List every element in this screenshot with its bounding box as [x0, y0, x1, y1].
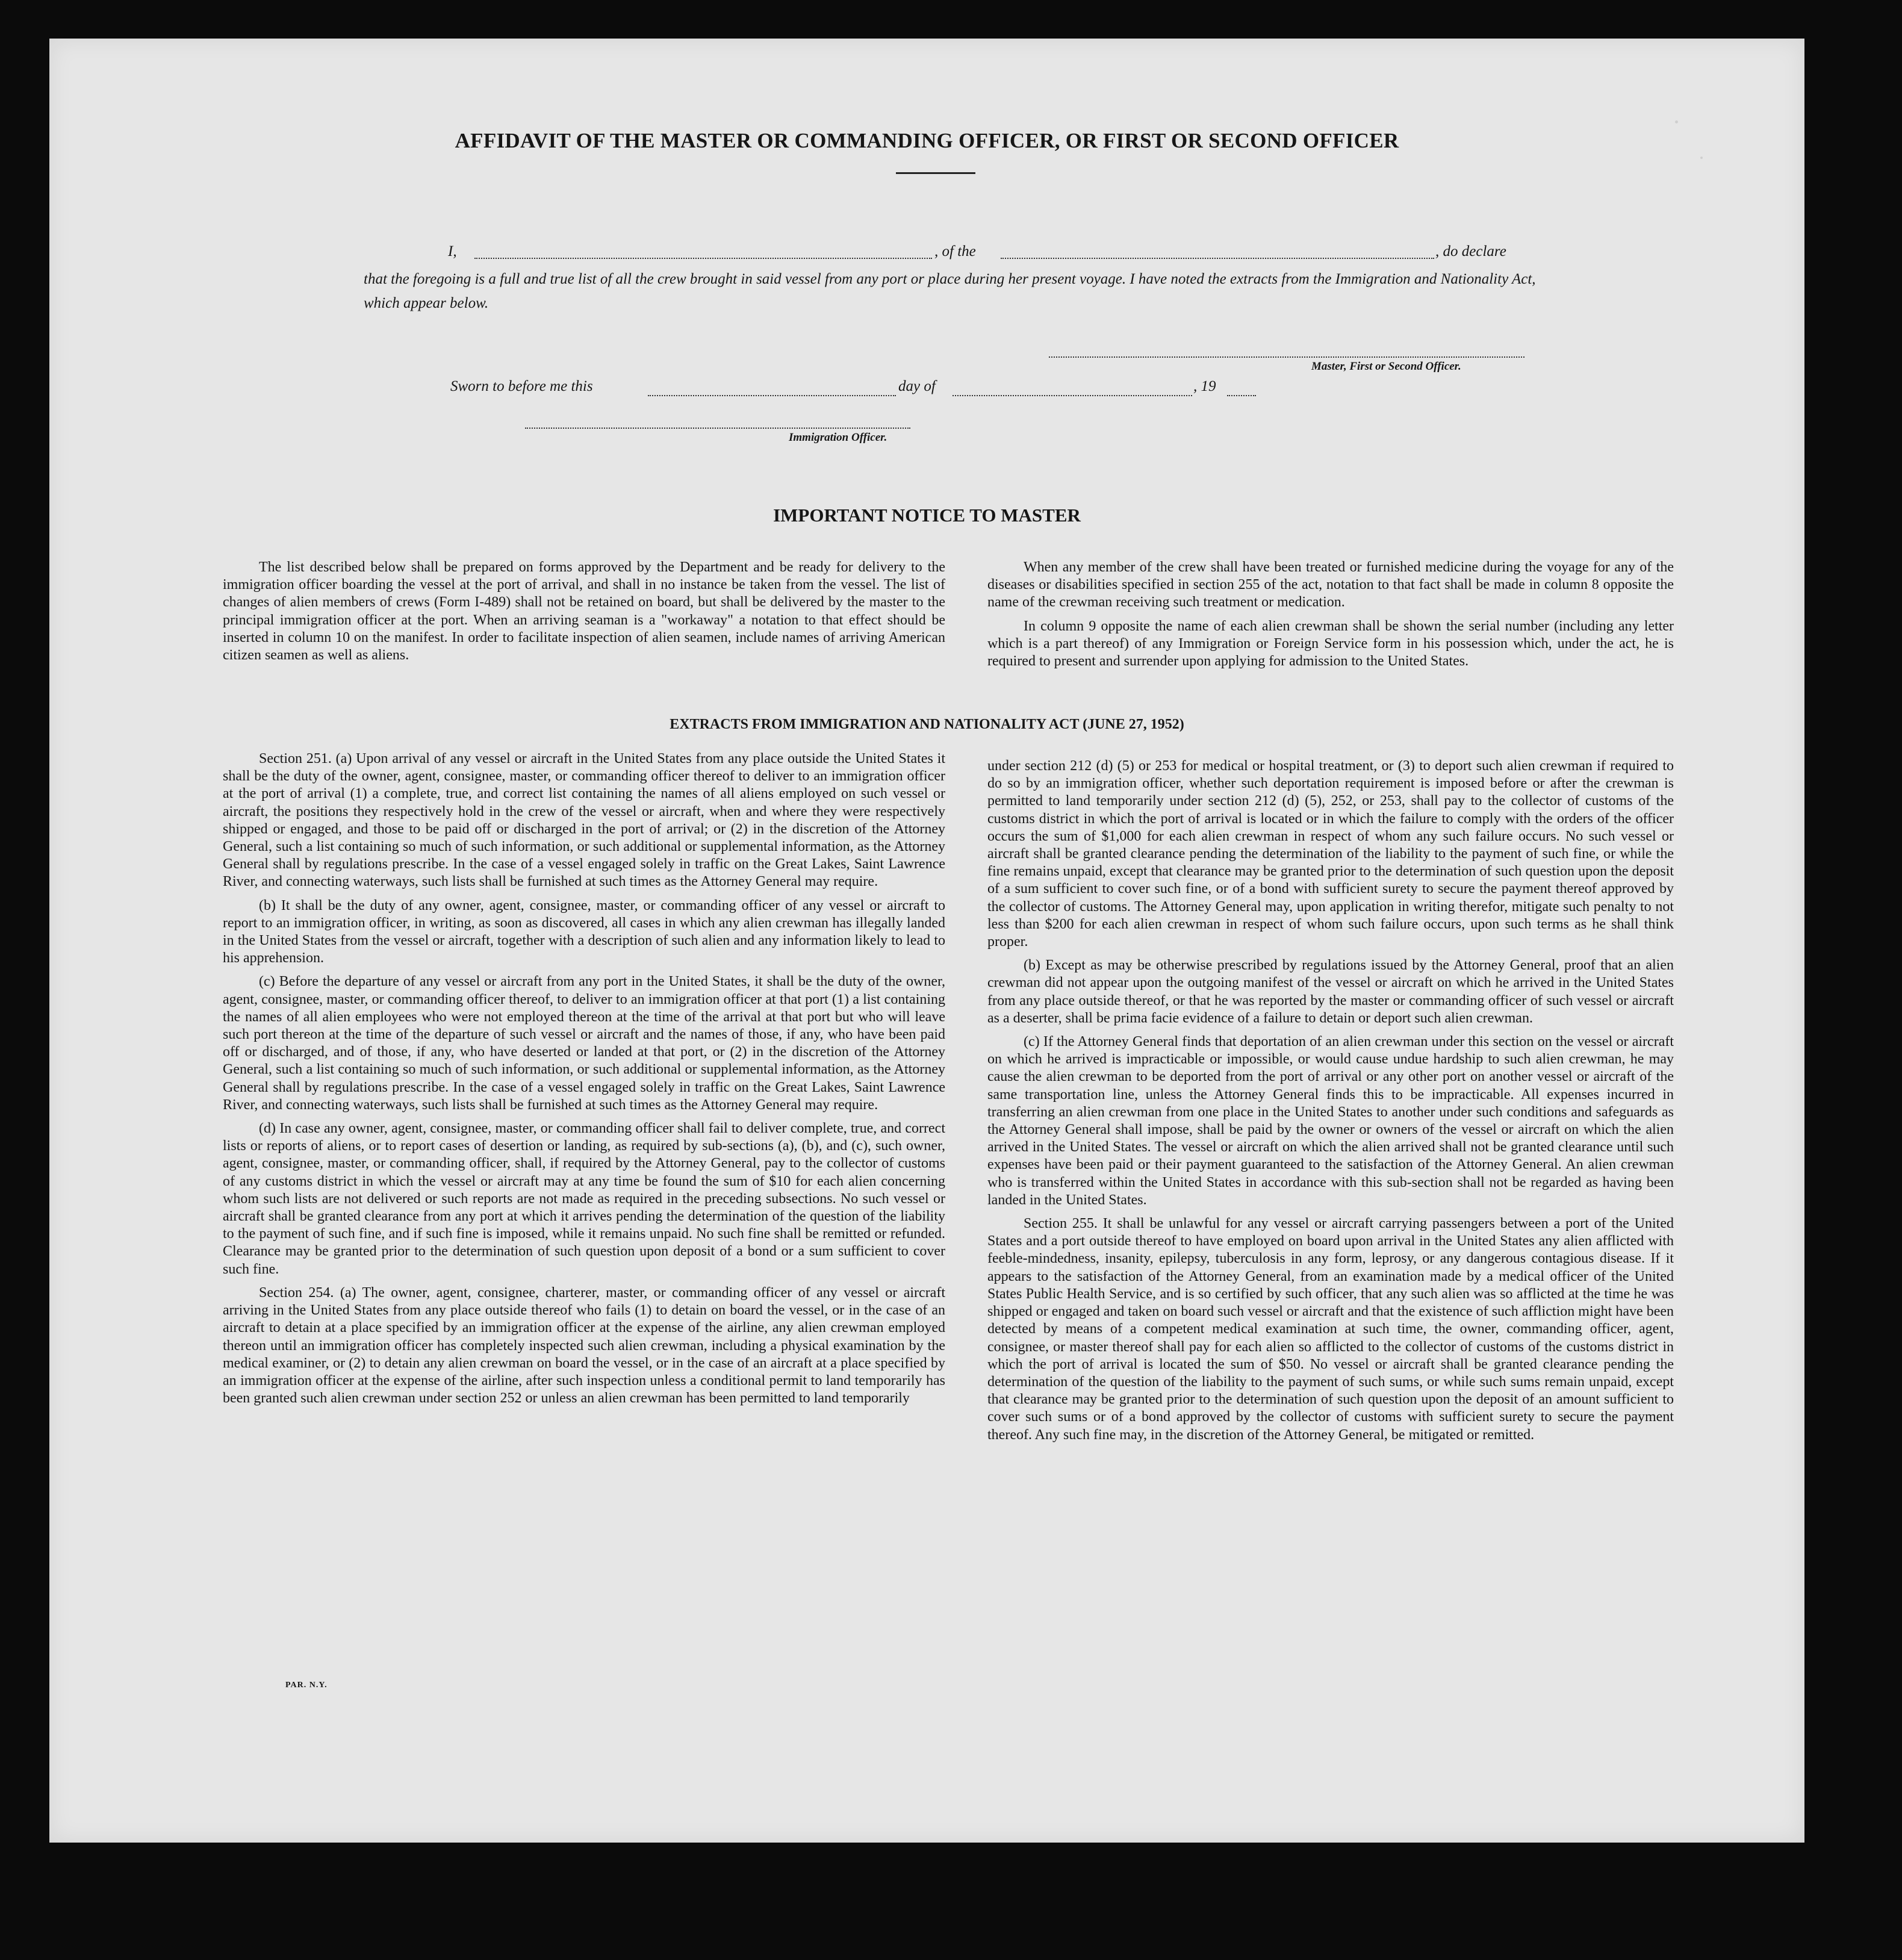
- do-declare-label: , do declare: [1435, 243, 1506, 260]
- section-254-b: (b) Except as may be otherwise prescribed by regulations issued by the Attorney General, proof that an alien crewman did not appear upon the outgoing manifest of the vessel or aircraft on which he arrived in the United States from any place outside thereof, or that he was reported by the master or commanding officer of such vessel or aircraft as a deserter, shall be prima facie evidence of a failure to detain or deport such alien crewman.: [987, 957, 1674, 1026]
- notice-right-column: [987, 559, 1674, 676]
- notice-left-column: [223, 559, 945, 670]
- section-251-c: (c) Before the departure of any vessel or aircraft from any port in the United States, it shall be the duty of the owner, agent, consignee, master, or commanding officer thereof, to deliver to an immigration officer at that port (1) a list containing the names of all alien employees who were not employed thereon at the time of the arrival at that port but who will leave such port thereon at the time of the departure of such vessel or aircraft and the names of those, if any, who have been paid off or discharged, and of those, if any, who have deserted or landed at that port, or (2) in the discretion of the Attorney General, such a list containing so much of such information, or such additional or supplemental information, as the Attorney General shall by regulations prescribe. In the case of a vessel engaged solely in traffic on the Great Lakes, Saint Lawrence River, and connecting waterways, such lists shall be furnished at such times as the Attorney General may require.: [223, 974, 945, 1113]
- scan-speck: [1700, 157, 1703, 159]
- section-255: Section 255. It shall be unlawful for any vessel or aircraft carrying passengers between a port of the United States and a port outside thereof to have employed on board upon arrival in the United States any alien afflicted with feeble-mindedness, insanity, epilepsy, tuberculosis in any form, leprosy, or any dangerous contagious disease. If it appears to the satisfaction of the Attorney General, from an examination made by a medical officer of the United States Public Health Service, and is so certified by such officer, that any such alien was so afflicted at the time he was shipped or engaged and taken on board such vessel or aircraft and that the existence of such affliction might have been detected by means of a competent medical examination at such time, the owner, commanding officer, agent, consignee, or master thereof shall pay for each alien so afflicted to the collector of customs of the customs district in which the port of arrival is located the sum of $50. No vessel or aircraft shall be granted clearance pending the determination of the question of the liability to the payment of such sums, or while such sums remain unpaid, except that clearance may be granted prior to the determination of such question upon the deposit of an amount sufficient to cover such sums or of a bond approved by the collector of customs with sufficient surety to secure the payment thereof. Any such fine may, in the discretion of the Attorney General, be mitigated or remitted.: [987, 1216, 1674, 1443]
- master-signature-line[interactable]: [1049, 356, 1524, 358]
- section-254-c: (c) If the Attorney General finds that deportation of an alien crewman under this section on the vessel or aircraft on which he arrived is impracticable or impossible, or would cause undue hardship to such alien crewman, he may cause the alien crewman to be deported from the port of arrival or any other port on another vessel or aircraft of the same transportation line, unless the Attorney General finds this to be impracticable. All expenses incurred in transferring an alien crewman from one place in the United States to another under such conditions and safeguards as the Attorney General shall impose, shall be paid by the owner or owners of the vessel or aircraft on which the alien arrived in the United States. The vessel or aircraft on which the alien arrived shall not be granted clearance until such expenses have been paid or their payment guaranteed to the satisfaction of the Attorney General. An alien crewman who is transferred within the United States in accordance with this sub-section shall not be regarded as having been landed in the United States.: [987, 1034, 1674, 1208]
- i-label: I,: [448, 243, 457, 260]
- document-page: [49, 39, 1804, 1843]
- day-of-label: day of: [898, 378, 936, 394]
- section-251-b: (b) It shall be the duty of any owner, agent, consignee, master, or commanding officer of any vessel or aircraft to report to an immigration officer, in writing, as soon as discovered, all cases in which any alien crewman has illegally landed in the United States from the vessel or aircraft, together with a description of such alien and any information likely to lead to his apprehension.: [223, 897, 945, 966]
- sworn-month-field[interactable]: [953, 395, 1192, 396]
- extracts-left-column: [223, 750, 945, 1413]
- extracts-title: EXTRACTS FROM IMMIGRATION AND NATIONALITY ACT (JUNE 27, 1952): [670, 717, 1184, 732]
- affidavit-title: AFFIDAVIT OF THE MASTER OR COMMANDING OFFICER, OR FIRST OR SECOND OFFICER: [455, 129, 1399, 152]
- extracts-right-column: [987, 758, 1674, 1450]
- notice-title: IMPORTANT NOTICE TO MASTER: [773, 505, 1081, 526]
- of-the-label: , of the: [934, 243, 976, 260]
- section-251-a: Section 251. (a) Upon arrival of any vessel or aircraft in the United States from any place outside the United States it shall be the duty of the owner, agent, consignee, master, or commanding officer thereof to deliver to an immigration officer at the port of arrival (1) a complete, true, and correct list containing the names of all aliens employed on such vessel or aircraft, the positions they respectively hold in the crew of the vessel or aircraft, when and where they were respectively shipped or engaged, and those to be paid off or discharged in the port of arrival; or (2) in the discretion of the Attorney General, such a list containing so much of such information, or such additional or supplemental information, as the Attorney General shall by regulations prescribe. In the case of a vessel engaged solely in traffic on the Great Lakes, Saint Lawrence River, and connecting waterways, such lists shall be furnished at such times as the Attorney General may require.: [223, 751, 945, 890]
- vessel-name-field[interactable]: [1001, 258, 1434, 259]
- section-254-a-continued: under section 212 (d) (5) or 253 for medical or hospital treatment, or (3) to deport such alien crewman if required to do so by an immigration officer, whether such deportation requirement is imposed before or after the crewman is permitted to land temporarily under section 212 (d) (5), 252, or 253, shall pay to the collector of customs of the customs district in which the port of arrival is located or in which the failure to comply with the orders of the officer occurs the sum of $1,000 for each alien crewman in respect of whom any such failure occurs. No such vessel or aircraft shall be granted clearance pending the determination of the liability to the payment of such fine, or while the fine remains unpaid, except that clearance may be granted prior to the determination of such question upon the deposit of a sum sufficient to cover such fine, or of a bond with sufficient surety to secure the payment thereof approved by the collector of customs. The Attorney General may, upon application in writing therefor, mitigate such penalty to not less than $200 for each alien crewman in respect of whom such failure occurs, upon such terms as he shall think proper.: [987, 758, 1674, 950]
- sworn-label: Sworn to before me this: [450, 378, 593, 394]
- sworn-day-field[interactable]: [648, 395, 896, 396]
- declaration-text: that the foregoing is a full and true list of all the crew brought in said vessel from any port or place during her present voyage. I have noted the extracts from the Immigration and Nationality Act, which appear below.: [364, 271, 1536, 311]
- notice-paragraph: The list described below shall be prepared on forms approved by the Department and be ready for delivery to the immigration officer boarding the vessel at the port of arrival, and shall in no instance be taken from the vessel. The list of changes of alien members of crews (Form I-489) shall not be retained on board, but shall be delivered by the master to the principal immigration officer at the port. When an arriving seaman is a "workaway" a notation to that effect should be inserted in column 10 on the manifest. In order to facilitate inspection of alien seamen, include names of arriving American citizen seamen as well as aliens.: [223, 559, 945, 664]
- officer-signature-caption: Immigration Officer.: [789, 431, 887, 444]
- notice-paragraph: In column 9 opposite the name of each alien crewman shall be shown the serial number (including any letter which is a part thereof) of any Immigration or Foreign Service form in his possession which, under the act, he is required to present and surrender upon applying for admission to the United States.: [987, 618, 1674, 670]
- year-label: , 19: [1193, 378, 1216, 394]
- title-rule: [896, 172, 975, 174]
- officer-signature-line[interactable]: [525, 428, 910, 429]
- scan-speck: [1675, 120, 1678, 123]
- sworn-year-field[interactable]: [1227, 395, 1256, 396]
- declarant-name-field[interactable]: [474, 258, 932, 259]
- master-signature-caption: Master, First or Second Officer.: [1311, 360, 1461, 373]
- section-254-a: Section 254. (a) The owner, agent, consignee, charterer, master, or commanding officer of any vessel or aircraft arriving in the United States from any place outside thereof who fails (1) to detain on board the vessel, or in the case of an aircraft to detain at a place specified by an immigration officer at the expense of the airline, any alien crewman employed thereon until an immigration officer has completely inspected such alien crewman, including a physical examination by the medical examiner, or (2) to detain any alien crewman on board the vessel, or in the case of an aircraft at a place specified by an immigration officer at the expense of the airline, after such inspection unless a conditional permit to land temporarily has been granted such alien crewman under section 252 or unless an alien crewman has been permitted to land temporarily: [223, 1284, 945, 1407]
- printer-code: PAR. N.Y.: [285, 1681, 328, 1690]
- notice-paragraph: When any member of the crew shall have been treated or furnished medicine during the voyage for any of the diseases or disabilities specified in section 255 of the act, notation to that fact shall be made in column 8 opposite the name of the crewman receiving such treatment or medication.: [987, 559, 1674, 611]
- section-251-d: (d) In case any owner, agent, consignee, master, or commanding officer shall fail to deliver complete, true, and correct lists or reports of aliens, or to report cases of desertion or landing, as required by sub-sections (a), (b), and (c), such owner, agent, consignee, master, or commanding officer, shall, if required by the Attorney General, pay to the collector of customs of any customs district in which the vessel or aircraft may at any time be found the sum of $10 for each alien concerning whom such lists are not delivered or such reports are not made as required in the preceding subsections. No such vessel or aircraft shall be granted clearance from any port at which it arrives pending the determination of the question of the liability to the payment of such fine, and if such fine is imposed, while it remains unpaid. No such fine shall be remitted or refunded. Clearance may be granted prior to the determination of such question upon deposit of a bond or a sum sufficient to cover such fine.: [223, 1121, 945, 1277]
